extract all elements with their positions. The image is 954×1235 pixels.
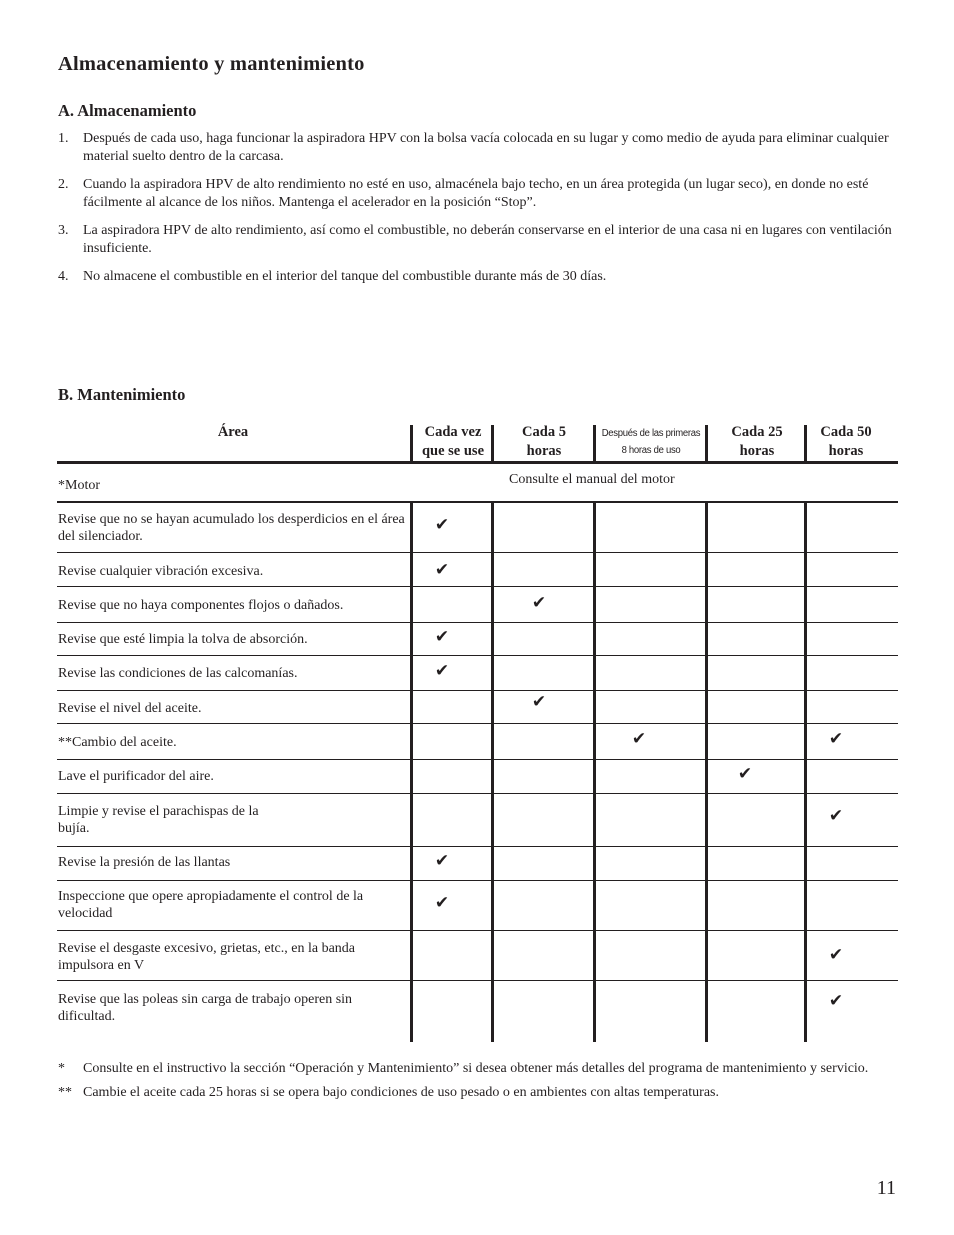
page-title: Almacenamiento y mantenimiento	[58, 53, 365, 75]
row-rule	[57, 930, 898, 931]
column-header-50-hours	[807, 423, 885, 461]
column-header-each-use	[413, 423, 493, 461]
column-header-first-8-hours	[598, 425, 704, 459]
check-mark-icon: ✔	[434, 893, 450, 913]
list-text: Después de cada uso, haga funcionar la aspiradora HPV con la bolsa vacía colocada en su lugar y como medio de ayuda para eliminar cualquier material suelto dentro de la carcasa.	[83, 131, 889, 164]
column-header-line: horas	[828, 443, 864, 459]
header-divider	[593, 425, 596, 461]
list-number: 4.	[58, 269, 69, 284]
column-divider	[410, 502, 413, 1042]
task-label: Inspeccione que opere apropiadamente el control de la velocidad	[58, 889, 364, 921]
task-label: Revise que las poleas sin carga de trabajo operen sin dificultad.	[58, 992, 353, 1024]
column-header-line: Después de las primeras	[601, 428, 701, 439]
row-rule	[57, 980, 898, 981]
row-rule	[57, 690, 898, 691]
footnote-mark: *	[58, 1061, 65, 1076]
motor-note: Consulte el manual del motor	[509, 472, 675, 487]
task-label: Revise la presión de las llantas	[58, 855, 231, 870]
check-mark-icon: ✔	[434, 515, 450, 535]
task-label: Limpie y revise el parachispas de la bujía.	[58, 804, 259, 836]
footnote-text: Consulte en el instructivo la sección “Operación y Mantenimiento” si desea obtener más detalles del programa de mantenimiento y servicio.	[83, 1061, 869, 1076]
check-mark-icon: ✔	[631, 729, 647, 749]
check-mark-icon: ✔	[828, 991, 844, 1011]
check-mark-icon: ✔	[434, 661, 450, 681]
column-header-line: horas	[526, 443, 562, 459]
task-label: Revise el desgaste excesivo, grietas, etc., en la banda impulsora en V	[58, 941, 355, 973]
area-header: Área	[217, 424, 249, 440]
task-label: Lave el purificador del aire.	[58, 769, 214, 784]
row-rule	[57, 723, 898, 724]
section-a-heading: A. Almacenamiento	[58, 101, 197, 120]
check-mark-icon: ✔	[531, 593, 547, 613]
column-header-line: que se use	[421, 443, 485, 459]
check-mark-icon: ✔	[434, 627, 450, 647]
column-header-line: Cada 50	[820, 424, 872, 440]
list-text: Cuando la aspiradora HPV de alto rendimiento no esté en uso, almacénela bajo techo, en un área protegida (un lugar seco), en donde no esté fácilmente al alcance de los niños. Mantenga el acelerador en la posición “Stop”.	[83, 177, 869, 210]
column-header-line: Cada 5	[522, 424, 566, 440]
header-rule	[57, 461, 898, 464]
task-label: Revise que no se hayan acumulado los desperdicios en el área del silenciador.	[58, 512, 405, 544]
column-header-5-hours	[495, 423, 593, 461]
list-item	[58, 176, 894, 212]
page-number: 11	[876, 1177, 896, 1199]
footnote	[58, 1060, 898, 1077]
task-label: **Cambio del aceite.	[58, 735, 177, 750]
row-rule	[57, 846, 898, 847]
check-mark-icon: ✔	[828, 729, 844, 749]
header-divider	[804, 425, 807, 461]
row-rule	[57, 622, 898, 623]
column-header-line: 8 horas de uso	[621, 445, 681, 456]
header-divider	[410, 425, 413, 461]
task-label: Revise cualquier vibración excesiva.	[58, 564, 264, 579]
list-item	[58, 222, 894, 258]
row-rule	[57, 880, 898, 881]
maintenance-table	[57, 423, 898, 1043]
column-divider	[491, 502, 494, 1042]
row-rule	[57, 552, 898, 553]
footnote-mark: **	[58, 1085, 72, 1100]
task-label: Revise que no haya componentes flojos o dañados.	[58, 598, 344, 613]
list-number: 1.	[58, 131, 69, 146]
column-header-25-hours	[709, 423, 805, 461]
row-rule	[57, 793, 898, 794]
check-mark-icon: ✔	[434, 851, 450, 871]
header-divider	[705, 425, 708, 461]
task-label: Revise las condiciones de las calcomanías.	[58, 666, 298, 681]
column-header-line: Cada 25	[731, 424, 783, 440]
list-item	[58, 268, 894, 286]
column-header-line: Cada vez	[424, 424, 482, 440]
task-label: Revise el nivel del aceite.	[58, 701, 202, 716]
list-text: No almacene el combustible en el interior del tanque del combustible durante más de 30 días.	[83, 269, 607, 284]
footnote-text: Cambie el aceite cada 25 horas si se opera bajo condiciones de uso pesado o en ambientes con altas temperaturas.	[83, 1085, 719, 1100]
row-rule	[57, 655, 898, 656]
section-b-heading: B. Mantenimiento	[58, 385, 186, 404]
storage-list	[58, 130, 894, 296]
column-divider	[593, 502, 596, 1042]
column-divider	[705, 502, 708, 1042]
footnote	[58, 1084, 898, 1101]
task-label: Revise que esté limpia la tolva de absorción.	[58, 632, 308, 647]
motor-label: *Motor	[58, 478, 100, 493]
check-mark-icon: ✔	[531, 692, 547, 712]
row-rule	[57, 759, 898, 760]
list-text: La aspiradora HPV de alto rendimiento, así como el combustible, no deberán conservarse en el interior de una casa ni en lugares con ventilación insuficiente.	[83, 223, 892, 256]
column-header-line: horas	[739, 443, 775, 459]
row-rule	[57, 586, 898, 587]
list-number: 3.	[58, 223, 69, 238]
list-number: 2.	[58, 177, 69, 192]
check-mark-icon: ✔	[828, 945, 844, 965]
row-rule	[57, 501, 898, 503]
check-mark-icon: ✔	[737, 764, 753, 784]
footnotes	[58, 1060, 898, 1108]
header-divider	[491, 425, 494, 461]
column-divider	[804, 502, 807, 1042]
check-mark-icon: ✔	[828, 806, 844, 826]
list-item	[58, 130, 894, 166]
check-mark-icon: ✔	[434, 560, 450, 580]
